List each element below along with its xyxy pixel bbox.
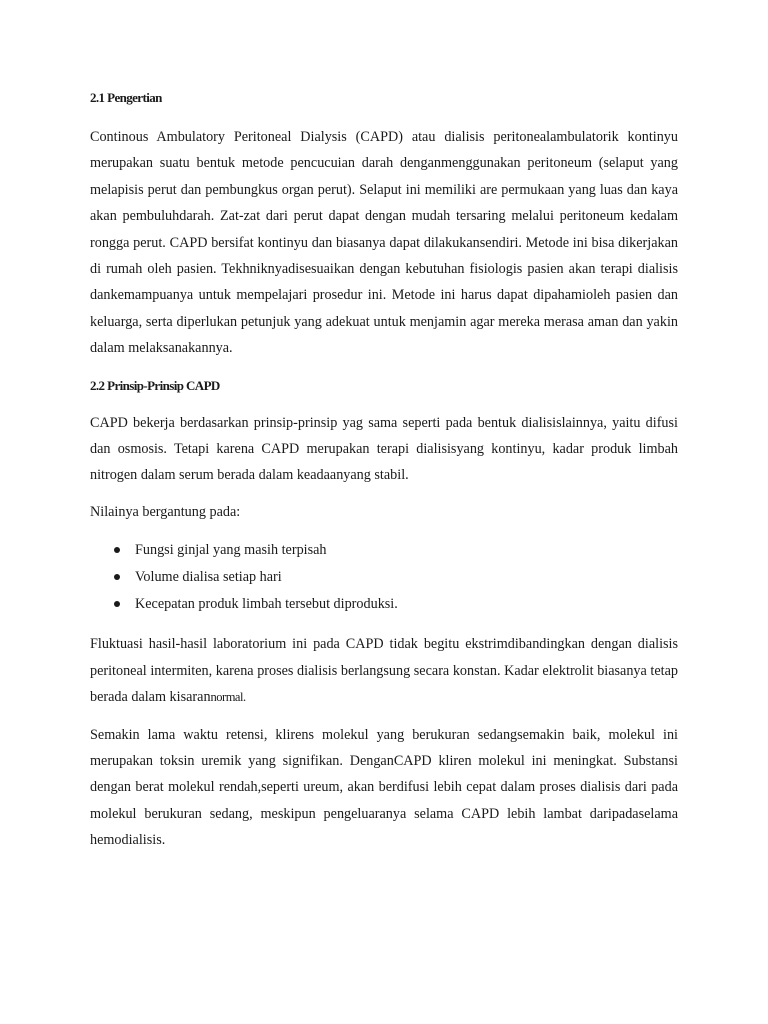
- bullets-lead-text: Nilainya bergantung pada:: [90, 503, 241, 520]
- bullet-text: Kecepatan produk limbah tersebut diproduksi.: [135, 596, 398, 613]
- bullet-text: Volume dialisa setiap hari: [135, 569, 282, 586]
- bullet-item: [90, 591, 678, 618]
- bullet-list: [90, 537, 678, 618]
- section-1-heading: 2.1 Pengertian: [90, 90, 162, 105]
- bullet-item: [90, 537, 678, 564]
- section-2-paragraph: CAPD bekerja berdasarkan prinsip-prinsip yag sama seperti pada bentuk dialisislainnya, yaitu difusi dan osmosis. Tetapi karena CAPD merupakan terapi dialisisyang kontinyu, kadar produk limbah nitrogen dalam serum berada dalam keadaanyang stabil.: [90, 414, 678, 484]
- section-2-heading: 2.2 Prinsip-Prinsip CAPD: [90, 377, 220, 393]
- bullet-dot-icon: [114, 601, 120, 607]
- document-content: [90, 88, 678, 854]
- fluktuasi-main-text: Fluktuasi hasil-hasil laboratorium ini pada CAPD tidak begitu ekstrimdibandingkan dengan dialisis peritoneal intermiten, karena proses dialisis berlangsung secara konstan. Kadar elektrolit biasanya tetap berada dalam kisaran: [90, 636, 678, 706]
- bullet-text: Fungsi ginjal yang masih terpisah: [135, 542, 327, 559]
- fluktuasi-tail-text: normal.: [210, 690, 246, 705]
- retensi-paragraph: Semakin lama waktu retensi, klirens molekul yang berukuran sedangsemakin baik, molekul ini merupakan toksin uremik yang signifikan. DenganCAPD kliren molekul ini meningkat. Substansi dengan berat molekul rendah,seperti ureum, akan berdifusi lebih cepat dalam proses dialisis dari pada molekul berukuran sedang, meskipun pengeluaranya selama CAPD lebih lambat daripadaselama hemodialisis.: [90, 726, 678, 849]
- bullet-dot-icon: [114, 547, 120, 553]
- bullet-dot-icon: [114, 574, 120, 580]
- fluktuasi-paragraph: [90, 631, 678, 710]
- section-1-paragraph: Continous Ambulatory Peritoneal Dialysis (CAPD) atau dialisis peritonealambulatorik kontinyu merupakan suatu bentuk metode pencucuian darah denganmenggunakan peritoneum (selaput yang melapisis perut dan pembungkus organ perut). Selaput ini memiliki are permukaan yang luas dan kaya akan pembuluhdarah. Zat-zat dari perut dapat dengan mudah tersaring melalui peritoneum kedalam rongga perut. CAPD bersifat kontinyu dan biasanya dapat dilakukansendiri. Metode ini bisa dikerjakan di rumah oleh pasien. Tekhniknyadisesuaikan dengan kebutuhan fisiologis pasien akan terapi dialisis dankemampuanya untuk mempelajari prosedur ini. Metode ini harus dapat dipahamioleh pasien dan keluarga, serta diperlukan petunjuk yang adekuat untuk menjamin agar mereka merasa aman dan yakin dalam melaksanakannya.: [90, 129, 678, 357]
- bullet-item: [90, 564, 678, 591]
